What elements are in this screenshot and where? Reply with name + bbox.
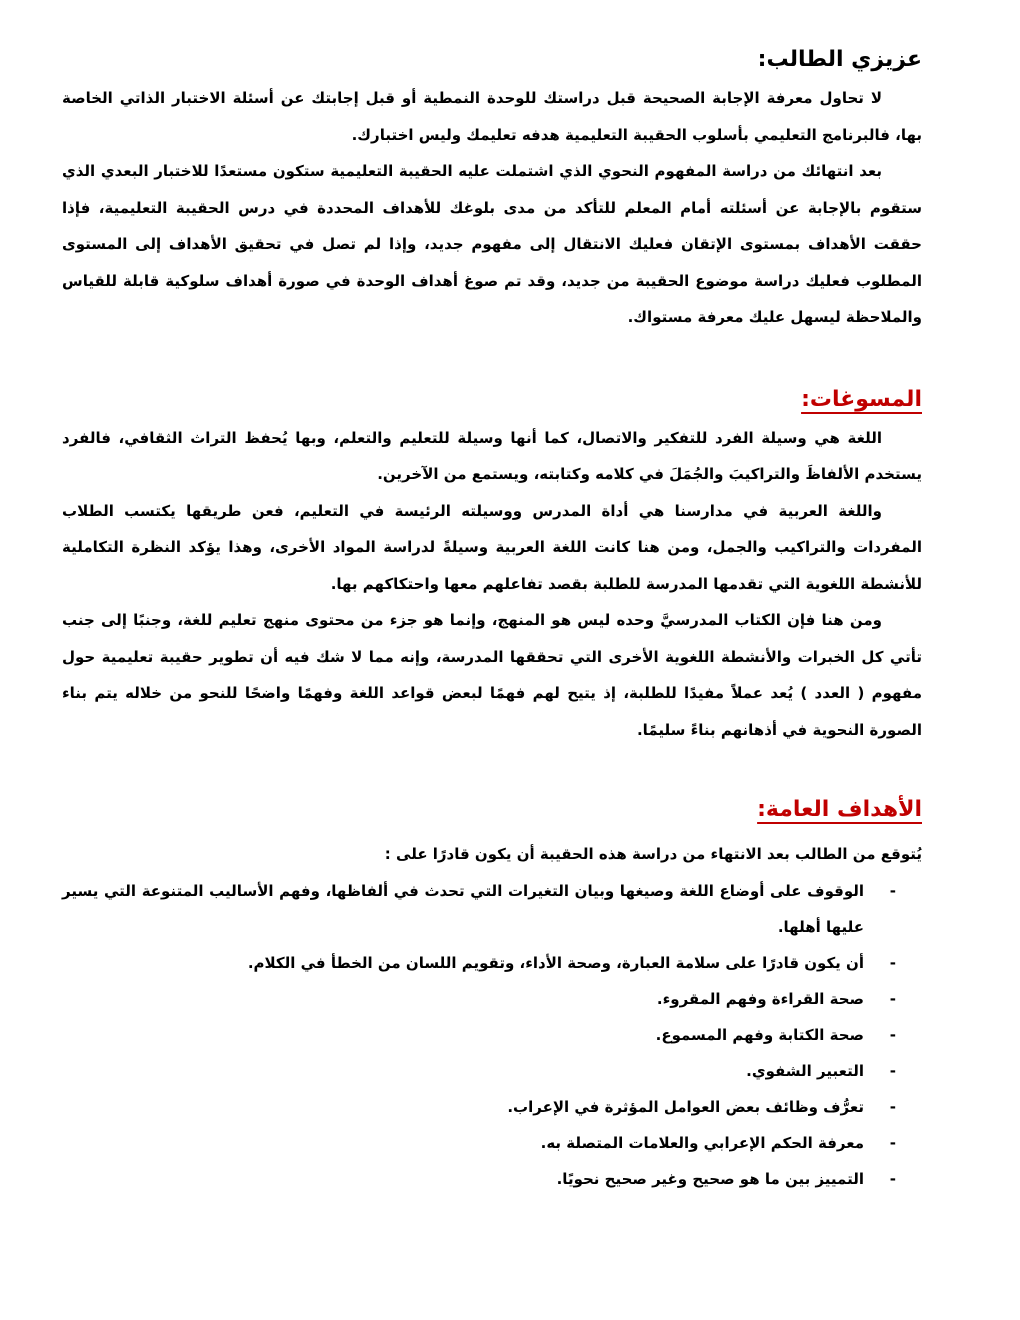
- goal-text: أن يكون قادرًا على سلامة العبارة، وصحة الأداء، وتقويم اللسان من الخطأ في الكلام.: [247, 953, 864, 972]
- goal-text: التعبير الشفوي.: [746, 1061, 864, 1080]
- justifications-heading: المسوغات:: [801, 386, 922, 412]
- goal-item: [62, 981, 922, 1017]
- justifications-paragraph-2: واللغة العربية في مدارسنا هي أداة المدرس ووسيلته الرئيسة في التعليم، فعن طريقها يكتسب الطلاب المفردات والتراكيب والجمل، ومن هنا كانت اللغة العربية وسيلةً لدراسة المواد الأخرى، وهذا يؤكد النظرة التكاملية للأنشطة اللغوية التي تقدمها المدرسة للطلبة بقصد تفاعلهم معها واحتكاكهم بها.: [62, 501, 922, 593]
- goal-text: معرفة الحكم الإعرابي والعلامات المتصلة به.: [540, 1133, 864, 1152]
- goal-item: [62, 873, 922, 945]
- intro-paragraph-1: لا تحاول معرفة الإجابة الصحيحة قبل دراستك للوحدة النمطية أو قبل إجابتك عن أسئلة الاختبار الذاتي الخاصة بها، فالبرنامج التعليمي بأسلوب الحقيبة التعليمية هدفه تعليمك وليس اختبارك.: [62, 89, 922, 144]
- goal-text: صحة الكتابة وفهم المسموع.: [655, 1025, 864, 1044]
- section-spacer: [62, 748, 922, 790]
- goal-text: الوقوف على أوضاع اللغة وصيغها وبيان التغيرات التي تحدث في ألفاظها، وفهم الأساليب المتنوعة التي يسير عليها أهلها.: [62, 881, 864, 936]
- justifications-paragraph-1: اللغة هي وسيلة الفرد للتفكير والاتصال، كما أنها وسيلة للتعليم والتعلم، وبها يُحفظ التراث الثقافي، فالفرد يستخدم الألفاظَ والتراكيبَ والجُمَلَ في كلامه وكتابته، ويستمع من الآخرين.: [62, 428, 922, 483]
- goal-item: [62, 1161, 922, 1197]
- intro-paragraph-2: بعد انتهائك من دراسة المفهوم النحوي الذي اشتملت عليه الحقيبة التعليمية ستكون مستعدًا للاختبار البعدي الذي ستقوم بالإجابة عن أسئلته أمام المعلم للتأكد من مدى بلوغك للأهداف المحددة في درس الحقيبة التعليمية، فإذا حققت الأهداف بمستوى الإتقان فعليك الانتقال إلى مفهوم جديد، وإذا لم تصل في تحقيق الأهداف إلى المستوى المطلوب فعليك دراسة موضوع الحقيبة من جديد، وقد تم صوغ أهداف الوحدة في صورة أهداف سلوكية قابلة للقياس والملاحظة ليسهل عليك معرفة مستواك.: [62, 162, 922, 326]
- goal-item: [62, 1125, 922, 1161]
- dash-bullet: -: [889, 1097, 896, 1116]
- goal-item: [62, 1017, 922, 1053]
- goal-item: [62, 1053, 922, 1089]
- dash-bullet: -: [889, 1061, 896, 1080]
- dash-bullet: -: [889, 953, 896, 972]
- section-spacer: [62, 336, 922, 380]
- goal-text: التمييز بين ما هو صحيح وغير صحيح نحويًا.: [556, 1169, 864, 1188]
- dash-bullet: -: [889, 1169, 896, 1188]
- dash-bullet: -: [889, 1133, 896, 1152]
- goal-item: [62, 1089, 922, 1125]
- document-page: [62, 40, 922, 1197]
- goal-text: صحة القراءة وفهم المقروء.: [656, 989, 864, 1008]
- goal-text: تعرُّف وظائف بعض العوامل المؤثرة في الإعراب.: [507, 1097, 864, 1116]
- goals-list: [62, 873, 922, 1197]
- dash-bullet: -: [889, 989, 896, 1008]
- intro-heading: عزيزي الطالب:: [757, 47, 922, 72]
- goal-item: [62, 945, 922, 981]
- justifications-paragraph-3: ومن هنا فإن الكتاب المدرسيَّ وحده ليس هو المنهج، وإنما هو جزء من محتوى منهج تعليم للغة، وجنبًا إلى جنب تأتي كل الخبرات والأنشطة اللغوية الأخرى التي تحققها المدرسة، وإنه مما لا شك فيه أن تطوير حقيبة تعليمية حول مفهوم ( العدد ) يُعد عملاً مفيدًا للطلبة، إذ يتيح لهم فهمًا لبعض قواعد اللغة وفهمًا واضحًا للنحو من خلاله يتم بناء الصورة النحوية في أذهانهم بناءً سليمًا.: [62, 611, 922, 739]
- goals-heading: الأهداف العامة:: [757, 797, 922, 822]
- dash-bullet: -: [889, 1025, 896, 1044]
- goals-intro: يُتوقع من الطالب بعد الانتهاء من دراسة هذه الحقيبة أن يكون قادرًا على :: [384, 845, 922, 863]
- dash-bullet: -: [889, 881, 896, 900]
